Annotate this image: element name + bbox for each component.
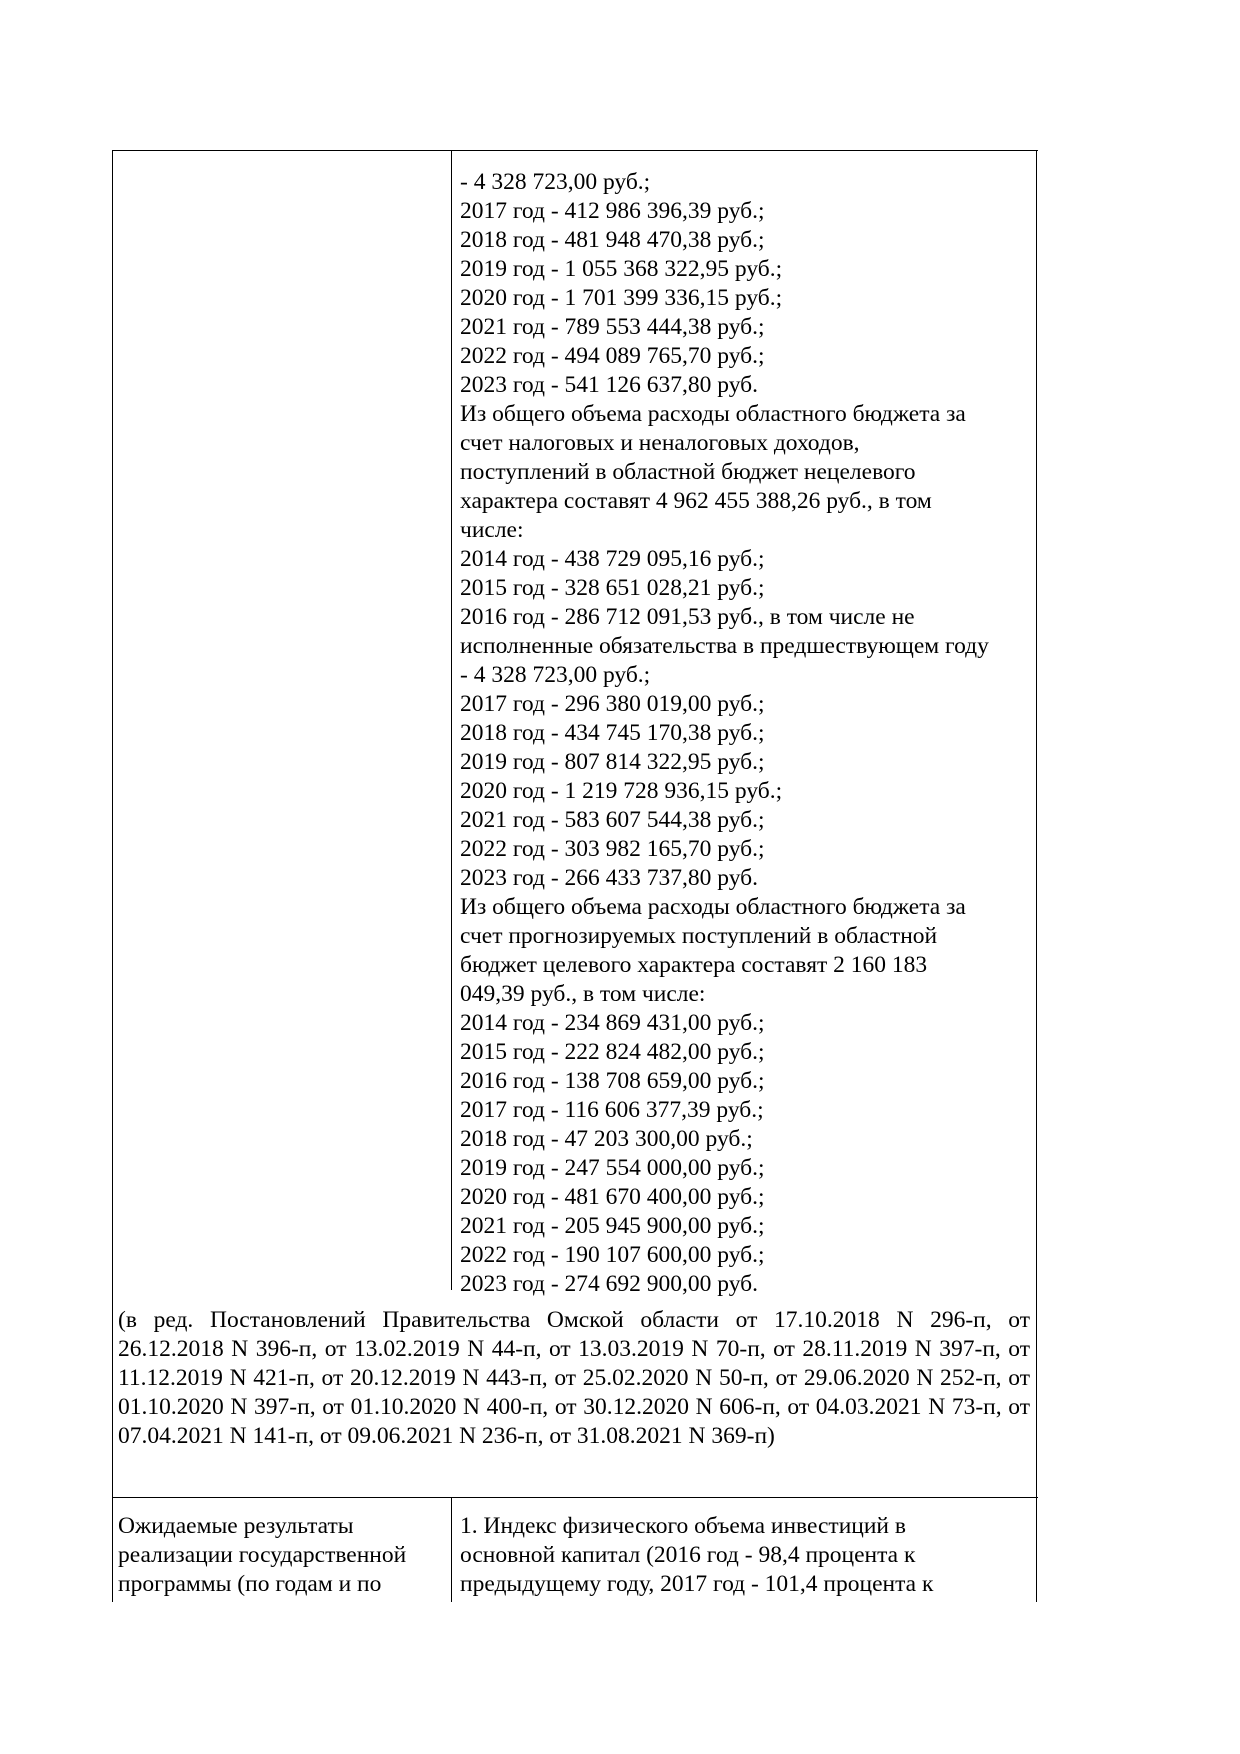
text-line: 2020 год - 1 219 728 936,15 руб.;: [460, 778, 783, 804]
text-line: 2019 год - 807 814 322,95 руб.;: [460, 749, 765, 775]
text-line: 2021 год - 789 553 444,38 руб.;: [460, 314, 765, 340]
text-line: предыдущему году, 2017 год - 101,4 процента к: [460, 1571, 934, 1597]
text-line: 2022 год - 303 982 165,70 руб.;: [460, 836, 765, 862]
table-right-border: [1036, 150, 1037, 1602]
text-line: 2018 год - 481 948 470,38 руб.;: [460, 227, 765, 253]
text-line: 049,39 руб., в том числе:: [460, 981, 706, 1007]
text-line: основной капитал (2016 год - 98,4 процента к: [460, 1542, 916, 1568]
text-line: 2014 год - 438 729 095,16 руб.;: [460, 546, 765, 572]
expected-results-value-cell: [460, 1512, 933, 1599]
text-line: поступлений в областной бюджет нецелевого: [460, 459, 916, 485]
text-line: программы (по годам и по: [118, 1571, 382, 1597]
text-line: счет налоговых и неналоговых доходов,: [460, 430, 860, 456]
text-line: 2023 год - 274 692 900,00 руб.: [460, 1271, 758, 1297]
text-line: 2021 год - 583 607 544,38 руб.;: [460, 807, 765, 833]
text-line: 2019 год - 1 055 368 322,95 руб.;: [460, 256, 783, 282]
text-line: - 4 328 723,00 руб.;: [460, 169, 651, 195]
revision-note: (в ред. Постановлений Правительства Омской области от 17.10.2018 N 296-п, от 26.12.2018 N 396-п, от 13.02.2019 N 44-п, от 13.03.2019 N 70-п, от 28.11.2019 N 397-п, от 11.12.2019 N 421-п, от 20.12.2019 N 443-п, от 25.02.2020 N 50-п, от 29.06.2020 N 252-п, от 01.10.2020 N 397-п, от 01.10.2020 N 400-п, от 30.12.2020 N 606-п, от 04.03.2021 N 73-п, от 07.04.2021 N 141-п, от 09.06.2021 N 236-п, от 31.08.2021 N 369-п): [118, 1307, 1030, 1449]
text-line: 2016 год - 138 708 659,00 руб.;: [460, 1068, 765, 1094]
text-line: Из общего объема расходы областного бюджета за: [460, 894, 966, 920]
financing-amounts-cell: [460, 168, 989, 1299]
text-line: 2023 год - 541 126 637,80 руб.: [460, 372, 758, 398]
text-line: Из общего объема расходы областного бюджета за: [460, 401, 966, 427]
text-line: исполненные обязательства в предшествующем году: [460, 633, 989, 659]
text-line: Ожидаемые результаты: [118, 1513, 354, 1539]
text-line: числе:: [460, 517, 524, 543]
text-line: 2017 год - 116 606 377,39 руб.;: [460, 1097, 764, 1123]
table-left-border: [112, 150, 113, 1602]
text-line: счет прогнозируемых поступлений в областной: [460, 923, 938, 949]
text-line: - 4 328 723,00 руб.;: [460, 662, 651, 688]
text-line: 2022 год - 494 089 765,70 руб.;: [460, 343, 765, 369]
text-line: 2017 год - 412 986 396,39 руб.;: [460, 198, 765, 224]
text-line: 2020 год - 1 701 399 336,15 руб.;: [460, 285, 783, 311]
text-line: 2015 год - 222 824 482,00 руб.;: [460, 1039, 765, 1065]
text-line: реализации государственной: [118, 1542, 407, 1568]
expected-results-label-cell: [118, 1512, 406, 1599]
row-divider: [112, 1497, 1038, 1498]
text-line: 2015 год - 328 651 028,21 руб.;: [460, 575, 765, 601]
text-line: 2021 год - 205 945 900,00 руб.;: [460, 1213, 765, 1239]
text-line: характера составят 4 962 455 388,26 руб., в том: [460, 488, 932, 514]
text-line: 2018 год - 434 745 170,38 руб.;: [460, 720, 765, 746]
text-line: 2020 год - 481 670 400,00 руб.;: [460, 1184, 765, 1210]
column-divider-bottom: [451, 1497, 452, 1602]
text-line: 2022 год - 190 107 600,00 руб.;: [460, 1242, 765, 1268]
text-line: 2016 год - 286 712 091,53 руб., в том числе не: [460, 604, 915, 630]
text-line: 2019 год - 247 554 000,00 руб.;: [460, 1155, 765, 1181]
text-line: 1. Индекс физического объема инвестиций в: [460, 1513, 906, 1539]
text-line: 2017 год - 296 380 019,00 руб.;: [460, 691, 765, 717]
table-top-border: [112, 150, 1038, 151]
text-line: бюджет целевого характера составят 2 160 183: [460, 952, 928, 978]
text-line: 2014 год - 234 869 431,00 руб.;: [460, 1010, 765, 1036]
text-line: 2023 год - 266 433 737,80 руб.: [460, 865, 758, 891]
column-divider-top: [451, 150, 452, 1290]
text-line: 2018 год - 47 203 300,00 руб.;: [460, 1126, 753, 1152]
